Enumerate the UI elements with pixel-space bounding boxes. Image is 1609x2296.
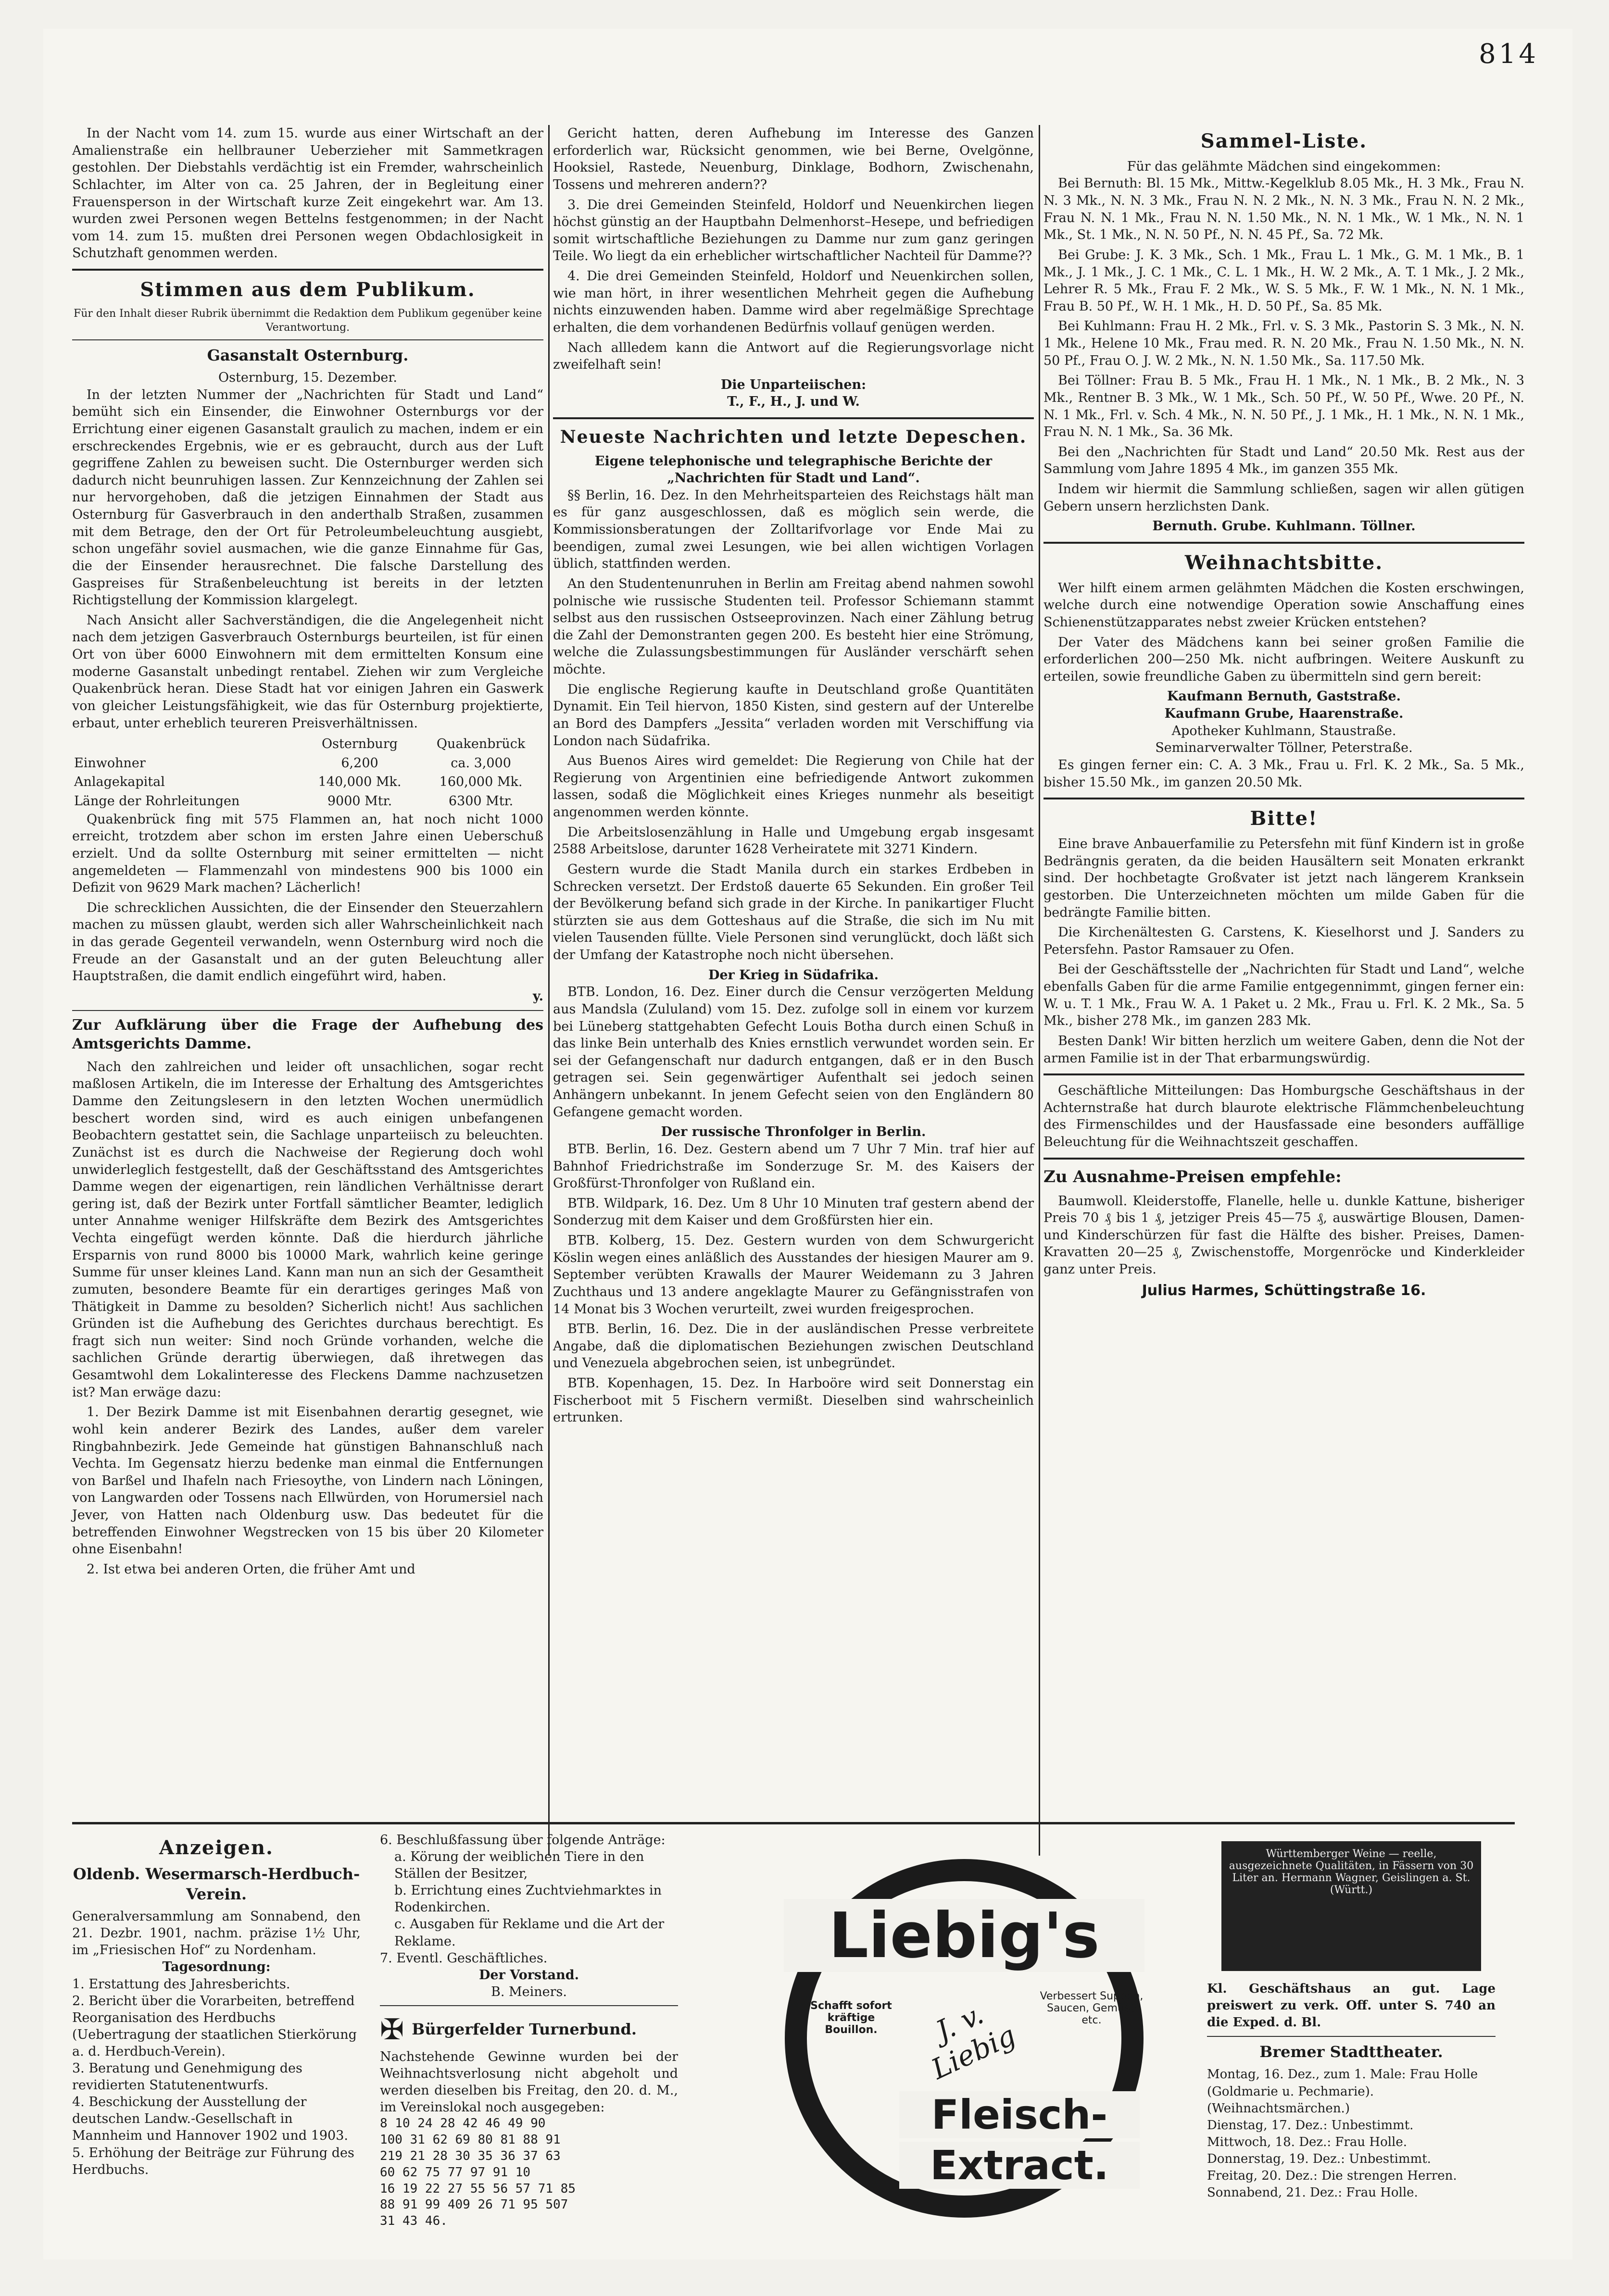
liebig-ad — [741, 1841, 1188, 2226]
table-cell: ca. 3,000 — [451, 755, 511, 771]
theater-line: Donnerstag, 19. Dez.: Unbestimmt. — [1207, 2151, 1431, 2166]
ad-title: Zu Ausnahme-Preisen empfehle: — [1043, 1167, 1342, 1186]
divider — [1043, 1158, 1524, 1160]
agenda-item: a. Körung der weiblichen Tiere in den Ställen der Besitzer, — [394, 1849, 644, 1882]
news-item: Die englische Regierung kaufte in Deutschland große Quantitäten Dynamit. Ein Teil hiervon, 1850 Kisten, sind gestern auf der Unterelbe an Bord des Dampfers „Jessita“ verladen worden mit Verschiffung via London nach Südafrika. — [553, 682, 1034, 749]
right-ads — [1207, 1981, 1496, 2201]
theater-line: Montag, 16. Dez., zum 1. Male: Frau Holle (Goldmarie u. Pechmarie). (Weihnachtsmärchen.) — [1207, 2067, 1478, 2116]
collection-entry: Bei den „Nachrichten für Stadt und Land“ 20.50 Mk. Rest aus der Sammlung vom Jahre 1895 4 Mk., im ganzen 355 Mk. — [1043, 444, 1524, 477]
collection-entry: Bei Kuhlmann: Frau H. 2 Mk., Frl. v. S. 3 Mk., Pastorin S. 3 Mk., N. N. 1 Mk., Helene 10 Mk., Frau med. R. N. 20 Mk., Frau N. 1.50 Mk., N. N. 50 Pf., Frau O. J. W. 2 Mk., N. N. 1.50 Mk., Sa. 117.50 Mk. — [1043, 319, 1524, 368]
contact-name: Kaufmann Grube, Haarenstraße. — [1164, 706, 1404, 722]
board-signature: Der Vorstand. — [479, 1967, 579, 1983]
article-title: Zur Aufklärung über die Frage der Aufhebung des Amtsgerichts Damme. — [72, 1016, 543, 1053]
table-header-row — [72, 735, 543, 754]
table-cell: Einwohner — [74, 755, 146, 771]
herdbuch-ad — [72, 1832, 361, 2178]
news-item: BTB. Berlin, 16. Dez. Die in der ausländischen Presse verbreitete Angabe, daß die diplomatischen Beziehungen zwischen Deutschland und Venezuela abgebrochen seien, ist unbegründet. — [553, 1322, 1034, 1371]
appeal-title: Weihnachtsbitte. — [1184, 551, 1383, 574]
table-cell: Anlagekapital — [74, 774, 165, 790]
herdbuch-ad-cont — [380, 1832, 678, 2230]
news-item: Aus Buenos Aires wird gemeldet: Die Regierung von Chile hat der Regierung von Argentinien eine befriedigende Antwort zukommen lassen, sodaß die Möglichkeit eines Krieges nunmehr als beseitigt angenommen werden könnte. — [553, 753, 1034, 820]
page-number: 814 — [1479, 38, 1539, 70]
theater-line: Sonnabend, 21. Dez.: Frau Holle. — [1207, 2185, 1418, 2200]
turner-cross-icon: ✠ — [380, 2012, 404, 2046]
news-item: BTB. Berlin, 16. Dez. Gestern abend um 7 Uhr 7 Min. traf hier auf Bahnhof Friedrichstraße im Sonderzuge Sr. M. des Kaisers der Großfürst-Thronfolger von Rußland ein. — [553, 1141, 1034, 1191]
agenda-item: 1. Erstattung des Jahresberichts. — [72, 1976, 290, 1992]
agenda-item: 7. Eventl. Geschäftliches. — [380, 1950, 548, 1966]
agenda-item: b. Errichtung eines Zuchtviehmarktes in Rodenkirchen. — [394, 1883, 662, 1915]
divider — [380, 2005, 678, 2006]
winning-numbers: 8 10 24 28 42 46 49 90 100 31 62 69 80 81 88 91 219 21 28 30 35 36 37 63 60 62 75 77 97 91 10 16 19 22 27 55 56 57 71 85 88 91 99 409 26 71 95 507 31 43 46. — [380, 2116, 576, 2229]
theater-line: Mittwoch, 18. Dez.: Frau Holle. — [1207, 2134, 1407, 2149]
liebig-brand: Liebig's — [784, 1899, 1144, 1972]
agenda-item: 3. Beratung und Genehmigung des revidierten Statutenentwurfs. — [72, 2061, 302, 2093]
paragraph: Eine brave Anbauerfamilie zu Petersfehn mit fünf Kindern ist in große Bedrängnis geraten, da die beiden Hausältern seit Monaten erkrankt sind. Der hochbetagte Großvater ist jetzt nach längerem Kranksein gestorben. Die Unterzeichneten möchten um milde Gaben für die bedrängte Familie bitten. — [1043, 836, 1524, 920]
liebig-product-2: Extract. — [899, 2142, 1140, 2189]
news-item: Die Arbeitslosenzählung in Halle und Umgebung ergab insgesamt 2588 Arbeitslose, darunter 1628 Verheiratete mit 3271 Kindern. — [553, 824, 1034, 857]
agenda-item: 4. Beschickung der Ausstellung der deutschen Landw.-Gesellschaft in Mannheim und Hannover 1902 und 1903. — [72, 2095, 348, 2144]
appeal-title: Bitte! — [1250, 807, 1318, 830]
news-item: BTB. Wildpark, 16. Dez. Um 8 Uhr 10 Minuten traf gestern abend der Sonderzug mit dem Kaiser und dem Großfürsten hier ein. — [553, 1196, 1034, 1228]
ad-text: Generalversammlung am Sonnabend, den 21. Dezbr. 1901, nachm. präzise 1½ Uhr, im „Friesischen Hof“ zu Nordenham. — [72, 1909, 361, 1958]
signature: T., F., H., J. und W. — [727, 394, 860, 410]
liebig-right-text: Verbessert Suppen, Saucen, Gemüse etc. — [1040, 1990, 1144, 2026]
ad-text: Nachstehende Gewinne wurden bei der Weihnachtsverlosung nicht abgeholt und werden dieselben bis Freitag, den 20. d. M., im Vereinslokal noch ausgegeben: — [380, 2049, 678, 2115]
table-cell: Länge der Rohrleitungen — [74, 794, 240, 809]
news-item: Gestern wurde die Stadt Manila durch ein starkes Erdbeben in Schrecken versetzt. Der Erdstoß dauerte 65 Sekunden. Ein großer Teil der Bevölkerung befand sich grade in der Kirche. In panikartiger Flucht stürzten sie aus dem Gotteshaus auf die Straße, die sich im Nu mit vielen Tausenden füllte. Viele Personen sind verunglückt, doch läßt sich der Umfang der Katastrophe noch nicht übersehen. — [553, 861, 1034, 963]
paragraph: Wer hilft einem armen gelähmten Mädchen die Kosten erschwingen, welche durch eine notwendige Operation sowie Anschaffung eines Schienenstützapparates nebst zweier Krücken entstehen? — [1043, 580, 1524, 630]
police-report: In der Nacht vom 14. zum 15. wurde aus einer Wirtschaft an der Amalienstraße ein hellbrauner Ueberzieher mit Sammetkragen gestohlen. Der Diebstahls verdächtig ist ein Fremder, wahrscheinlich Schlachter, im Alter von ca. 25 Jahren, der in Begleitung einer Frauensperson in der Wirtschaft kurze Zeit eingekehrt war. Am 13. wurden zwei Personen wegen Bettelns festgenommen; in der Nacht vom 14. zum 15. mußten drei Personen wegen Obdachlosigkeit in Schutzhaft genommen werden. — [72, 126, 543, 261]
divider — [1043, 798, 1524, 799]
news-heading: Der Krieg in Südafrika. — [708, 967, 879, 983]
signature: Die Unparteiischen: — [720, 377, 867, 392]
column-rule — [548, 125, 550, 1856]
collection-list-title: Sammel-Liste. — [1200, 130, 1368, 152]
news-subtitle: Eigene telephonische und telegraphische Berichte der „Nachrichten für Stadt und Land“. — [594, 453, 993, 486]
section-title: Stimmen aus dem Publikum. — [140, 278, 476, 301]
agenda-item: 5. Erhöhung der Beiträge zur Führung des Herdbuchs. — [72, 2145, 354, 2177]
collection-entry: Bei Bernuth: Bl. 15 Mk., Mittw.-Kegelklub 8.05 Mk., H. 3 Mk., Frau N. N. 3 Mk., N. N. 3 Mk., Frau N. N. 2 Mk., N. N. 3 Mk., Frau N. N. 2 Mk., Frau N. N. 1 Mk., Frau N. N. 1.50 Mk., N. N. 1 Mk., W. 1 Mk., N. N. 1 Mk., St. 1 Mk., N. N. 50 Pf., N. N. 45 Pf., Sa. 72 Mk. — [1043, 176, 1524, 243]
theater-line: Dienstag, 17. Dez.: Unbestimmt. — [1207, 2118, 1414, 2133]
news-section-title: Neueste Nachrichten und letzte Depeschen. — [560, 427, 1027, 447]
news-item: §§ Berlin, 16. Dez. In den Mehrheitsparteien des Reichstags hält man es für ganz ausgeschlossen, daß es möglich sein werde, die Kommissionsberatungen der Zolltarifvorlage vor Ende Mai zu beendigen, zumal zwei Lesungen, wie bei allen wichtigen Vorlagen üblich, stattfinden werden. — [553, 487, 1034, 572]
paragraph: Quakenbrück fing mit 575 Flammen an, hat noch nicht 1000 erreicht, trotzdem aber schon im ersten Jahre einen Ueberschuß erzielt. Und da sollte Osternburg mit seiner ermittelten — nicht angemeldeten — Flammenzahl von mindestens 900 bis 1000 ein Defizit von 9629 Mark machen? Lächerlich! — [72, 811, 543, 896]
column-2 — [553, 125, 1034, 1429]
divider — [1043, 1073, 1524, 1075]
paragraph: Nach Ansicht aller Sachverständigen, die die Angelegenheit nicht nach dem jetzigen Gasverbrauch Osternburgs beurteilen, ist für einen Ort von über 6000 Einwohnern mit dem ermittelten Konsum eine moderne Gasanstalt unbedingt rentabel. Ziehen wir zum Vergleiche Quakenbrück heran. Diese Stadt hat vor einigen Jahren ein Gaswerk von gleicher Leistungsfähigkeit, wie das für Osternburg projektierte, erbaut, unter erheblich teureren Preisverhältnissen. — [72, 612, 543, 731]
article-title: Gasanstalt Osternburg. — [207, 346, 409, 364]
signature: Bernuth. Grube. Kuhlmann. Töllner. — [1152, 519, 1416, 534]
theater-title: Bremer Stadttheater. — [1259, 2043, 1443, 2061]
ad-signature: Julius Harmes, Schüttingstraße 16. — [1142, 1282, 1426, 1299]
paragraph: 3. Die drei Gemeinden Steinfeld, Holdorf und Neuenkirchen liegen höchst günstig an der Hauptbahn Delmenhorst–Hesepe, und befriedigen somit wirtschaftliche Beziehungen zu Damme nur zum ganz geringen Teile. Wo liegt da ein erheblicher wirtschaftlicher Nachteil für Damme?? — [553, 197, 1034, 264]
theater-line: Freitag, 20. Dez.: Die strengen Herren. — [1207, 2169, 1457, 2184]
paragraph: Die schrecklichen Aussichten, die der Einsender den Steuerzahlern machen zu müssen glaubt, werden sich aller Wahrscheinlichkeit nach in das gerade Gegenteil verwandeln, wenn Osternburg wird noch die Freude an der Gasanstalt und an der guten Beleuchtung aller Hauptstraßen, die damit endlich eingeführt wird, haben. — [72, 900, 543, 984]
ad-text: Baumwoll. Kleiderstoffe, Flanelle, helle u. dunkle Kattune, bisheriger Preis 70 ₰ bis 1 ₰, jetziger Preis 45—75 ₰, auswärtige Blousen, Damen- und Kinderschürzen für fast die Hälfte des bisher. Preises, Damen-Kravatten 20—25 ₰, Zwischenstoffe, Morgenröcke und Kinderkleider ganz unter Preis. — [1043, 1193, 1524, 1277]
board-name: B. Meiners. — [491, 1984, 567, 1999]
ad-title: Oldenb. Wesermarsch-Herdbuch-Verein. — [73, 1865, 360, 1903]
divider — [72, 269, 543, 271]
collection-entry: Indem wir hiermit die Sammlung schließen, sagen wir allen gütigen Gebern unsern herzlichsten Dank. — [1043, 482, 1524, 514]
paragraph: Es gingen ferner ein: C. A. 3 Mk., Frau u. Frl. K. 2 Mk., Sa. 5 Mk., bisher 15.50 Mk., im ganzen 20.50 Mk. — [1043, 757, 1524, 790]
section-note: Für den Inhalt dieser Rubrik übernimmt die Redaktion dem Publikum gegenüber keine Verantwortung. — [73, 307, 542, 334]
agenda-title: Tagesordnung: — [162, 1959, 271, 1975]
divider — [553, 417, 1034, 419]
comparison-table — [72, 735, 543, 811]
divider — [72, 339, 543, 340]
column-1 — [72, 125, 543, 1581]
paragraph: 4. Die drei Gemeinden Steinfeld, Holdorf und Neuenkirchen sollen, wie man hört, in ihrer wesentlichen Mehrheit gegen die Aufhebung nichts einzuwenden haben. Damme wird aber regelmäßige Sprechtage erhalten, die dem vorhandenen Bedürfnis vollauf genügen werden. — [553, 269, 1034, 335]
divider — [1043, 542, 1524, 544]
paragraph: Nach allledem kann die Antwort auf die Regierungsvorlage nicht zweifelhaft sein! — [553, 340, 1034, 373]
paragraph: Besten Dank! Wir bitten herzlich um weitere Gaben, denn die Not der armen Familie ist in der That erbarmungswürdig. — [1043, 1033, 1524, 1066]
agenda-item: 2. Bericht über die Vorarbeiten, betreffend Reorganisation des Herdbuchs (Uebertragung der staatlichen Stierkörung a. d. Herdbuch-Verein). — [72, 1993, 357, 2059]
divider — [1207, 2036, 1496, 2037]
table-row — [72, 754, 543, 773]
ad-title: Bürgerfelder Turnerbund. — [412, 2020, 637, 2039]
paragraph: 2. Ist etwa bei anderen Orten, die früher Amt und — [87, 1561, 415, 1577]
news-heading: Der russische Thronfolger in Berlin. — [661, 1124, 926, 1140]
paragraph: Gericht hatten, deren Aufhebung im Interesse des Ganzen erforderlich war, Rücksicht genommen, wie bei Berne, Ovelgönne, Hooksiel, Rastede, Neuenburg, Dinklage, Bodhorn, Zwischenahn, Tossens und mehreren andern?? — [553, 126, 1034, 192]
contact-name: Kaufmann Bernuth, Gaststraße. — [1167, 689, 1401, 704]
table-cell: 6300 Mtr. — [448, 794, 514, 809]
agenda-item: c. Ausgaben für Reklame und die Art der Reklame. — [394, 1917, 665, 1949]
news-item: BTB. London, 16. Dez. Einer durch die Censur verzögerten Meldung aus Mandsla (Zululand) vom 15. Dez. zufolge soll in einem vor kurzem bei Lüneberg stattgehabten Gefecht Louis Botha durch einen Schuß in das linke Bein unterhalb des Knies ernstlich verwundet worden sein. Er sei der Gefangenschaft nur dadurch entgangen, daß er in den Busch getragen sei. Sein gegenwärtiger Aufenthalt sei jedoch seinen Anhängern unbekannt. In jenem Gefecht seien von den Engländern 80 Gefangene gemacht worden. — [553, 985, 1034, 1120]
news-item: BTB. Kopenhagen, 15. Dez. In Harboöre wird seit Donnerstag ein Fischerboot mit 5 Fischern vermißt. Dieselben sind wahrscheinlich ertrunken. — [553, 1376, 1034, 1425]
wine-ad: Württemberger Weine — reelle, ausgezeichnete Qualitäten, in Fässern von 30 Liter an. Hermann Wagner, Geislingen a. St. (Württ.) — [1221, 1841, 1481, 1971]
business-notice: Geschäftliche Mitteilungen: Das Homburgsche Geschäftshaus in der Achternstraße hat durch blaurote elektrische Flämmchenbeleuchtung des Firmenschildes und der Hausfassade eine besonders auffällige Beleuchtung für die Weihnachtszeit geschaffen. — [1043, 1083, 1524, 1150]
news-item: BTB. Kolberg, 15. Dez. Gestern wurden von dem Schwurgericht Köslin wegen eines anläßlich des Ausstandes der hiesigen Maurer am 9. September verübten Krawalls der Maurer Weidemann zu 3 Jahren Zuchthaus und 13 andere angeklagte Maurer zu Gefängnisstrafen von 14 Monat bis 3 Wochen verurteilt, zwei wurden freigesprochen. — [553, 1233, 1034, 1317]
paragraph: Die Kirchenältesten G. Carstens, K. Kieselhorst und J. Sanders zu Petersfehn. Pastor Ramsauer zu Ofen. — [1043, 925, 1524, 957]
paragraph: In der letzten Nummer der „Nachrichten für Stadt und Land“ bemüht sich ein Einsender, die Einwohner Osternburgs vor der Errichtung einer eigenen Gasanstalt graulich zu machen, indem er ein erschreckendes Ergebnis, wie er es gebraucht, durch aus der Luft gegriffene Zahlen zu beweisen sucht. Die Osternburger werden sich dadurch nicht beunruhigen lassen. Zur Kennzeichnung der Zahlen sei nur hervorgehoben, daß die jetzigen Einnahmen der Stadt aus Osternburg für Gasverbrauch in den anderthalb Straßen, zusammen mit dem Betrage, den der Ort für Petroleumbeleuchtung ausgiebt, schon ungefähr soviel ausmachen, wie die ganze Einnahme für Gas, die der Einsender herausrechnet. Die falsche Darstellung des Gaspreises für Straßenbeleuchtung ist bereits in der letzten Richtigstellung der Kommission klargelegt. — [72, 387, 543, 608]
property-ad: Kl. Geschäftshaus an gut. Lage preiswert zu verk. Off. unter S. 740 an die Exped. d. Bl. — [1207, 1982, 1496, 2030]
contact-name: Seminarverwalter Töllner, Peterstraße. — [1155, 740, 1413, 756]
table-row — [72, 792, 543, 811]
news-item: An den Studentenunruhen in Berlin am Freitag abend nahmen sowohl polnische wie russische Studenten teil. Professor Schiemann stammt selbst aus den russischen Ostseeprovinzen. Nach einer Zählung betrug die Zahl der Demonstranten gegen 200. Es besteht hier eine Strömung, welche die Zulassungsbestimmungen für Ausländer verschärft sehen möchte. — [553, 576, 1034, 677]
table-row — [72, 773, 543, 792]
turner-header — [380, 2011, 678, 2048]
liebig-signature: J. v. Liebig — [926, 1997, 1021, 2086]
table-cell: 160,000 Mk. — [439, 774, 523, 790]
signature: y. — [533, 988, 543, 1004]
ads-heading: Anzeigen. — [159, 1836, 274, 1859]
liebig-left-text: Schafft sofort kräftige Bouillon. — [810, 2000, 892, 2036]
table-cell: 6,200 — [341, 755, 378, 771]
dateline: Osternburg, 15. Dezember. — [218, 370, 397, 386]
ads-divider — [72, 1822, 1515, 1824]
table-header: Quakenbrück — [436, 736, 526, 752]
table-cell: 140,000 Mk. — [318, 774, 402, 790]
collection-intro: Für das gelähmte Mädchen sind eingekommen: — [1127, 159, 1441, 174]
paragraph: Bei der Geschäftsstelle der „Nachrichten für Stadt und Land“, welche ebenfalls Gaben für die arme Familie entgegennimmt, gingen ferner ein: W. u. T. 1 Mk., Frau W. A. 1 Paket u. 2 Mk., Frau u. Frl. K. 2 Mk., Sa. 5 Mk., bisher 278 Mk., im ganzen 283 Mk. — [1043, 962, 1524, 1029]
column-3 — [1043, 125, 1524, 1300]
column-rule — [1039, 125, 1040, 1856]
contact-name: Apotheker Kuhlmann, Staustraße. — [1171, 723, 1396, 738]
table-cell: 9000 Mtr. — [327, 794, 392, 809]
agenda-item: 6. Beschlußfassung über folgende Anträge: — [380, 1833, 666, 1847]
paragraph: Nach den zahlreichen und leider oft unsachlichen, sogar recht maßlosen Artikeln, die im Interesse der Erhaltung des Amtsgerichtes Damme den Zeitungslesern in den letzten Wochen unermüdlich beschert worden sind, wird es auch einigen unbefangenen Beobachtern gestattet sein, die Sachlage unparteiisch zu beleuchten. Zunächst ist es durch die Nachweise der Regierung doch wohl unwiderleglich festgestellt, daß der Geschäftsstand des Amtsgerichtes Damme wegen der eigenartigen, rein ländlichen Verhältnisse derart gering ist, daß der Bezirk unter Fortfall sämtlicher Beamter, lediglich unter Annahme weniger Hilfskräfte dem Bezirk des Amtsgerichtes Vechta eingefügt werden könnte. Daß die hierdurch jährliche Ersparnis von rund 8000 bis 10000 Mark, wahrlich keine geringe Summe für unser kleines Land. Kann man nun an sich der Gesamtheit zumuten, besondere Beamte für ein derartiges geringes Maß von Thätigkeit in Damme zu besolden? Sicherlich nicht! Aus sachlichen Gründen ist die Aufhebung des Gerichtes durchaus berechtigt. Es fragt sich nun weiter: Sind noch Gründe vorhanden, welche die sachlichen Gründe derartig überwiegen, daß ihretwegen das Gesamtwohl dem Lokalinteresse des Fleckens Damme nachzusetzen ist? Man erwäge dazu: — [72, 1059, 543, 1400]
divider — [72, 1010, 543, 1011]
paragraph: Der Vater des Mädchens kann bei seiner großen Familie die erforderlichen 200—250 Mk. nicht aufbringen. Weitere Auskunft zu erteilen, sowie freundliche Gaben zu übermitteln sind gern bereit: — [1043, 635, 1524, 684]
table-header: Osternburg — [322, 736, 398, 752]
collection-entry: Bei Grube: J. K. 3 Mk., Sch. 1 Mk., Frau L. 1 Mk., G. M. 1 Mk., B. 1 Mk., J. 1 Mk., J. C. 1 Mk., C. L. 1 Mk., H. W. 2 Mk., A. T. 1 Mk., J. 2 Mk., Lehrer R. 5 Mk., Frau F. 2 Mk., W. S. 5 Mk., F. W. 1 Mk., N. N. 1 Mk., Frau B. 50 Pf., W. H. 1 Mk., H. D. 50 Pf., Sa. 85 Mk. — [1043, 247, 1524, 314]
paragraph: 1. Der Bezirk Damme ist mit Eisenbahnen derartig gesegnet, wie wohl kein anderer Bezirk des Landes, außer dem vareler Ringbahnbezirk. Jede Gemeinde hat günstigen Bahnanschluß nach Vechta. Im Gegensatz hierzu bedenke man einmal die Entfernungen von Barßel und Ihafeln nach Friesoythe, von Lindern nach Löningen, von Langwarden oder Tossens nach Ellwürden, von Horumersiel nach Jever, von Hatten nach Oldenburg usw. Das bedeutet für die betreffenden Einwohner Wegstrecken von 15 bis über 20 Kilometer ohne Eisenbahn! — [72, 1405, 543, 1557]
collection-entry: Bei Töllner: Frau B. 5 Mk., Frau H. 1 Mk., N. 1 Mk., B. 2 Mk., N. 3 Mk., Rentner B. 3 Mk., W. 1 Mk., Sch. 50 Pf., W. 50 Pf., Wwe. 20 Pf., N. N. 1 Mk., Frl. v. Sch. 4 Mk., N. N. 50 Pf., J. 1 Mk., H. 1 Mk., N. N. 1 Mk., Frau N. N. 1 Mk., Sa. 36 Mk. — [1043, 373, 1524, 440]
table-header — [72, 735, 301, 754]
liebig-product-1: Fleisch- — [899, 2091, 1140, 2138]
